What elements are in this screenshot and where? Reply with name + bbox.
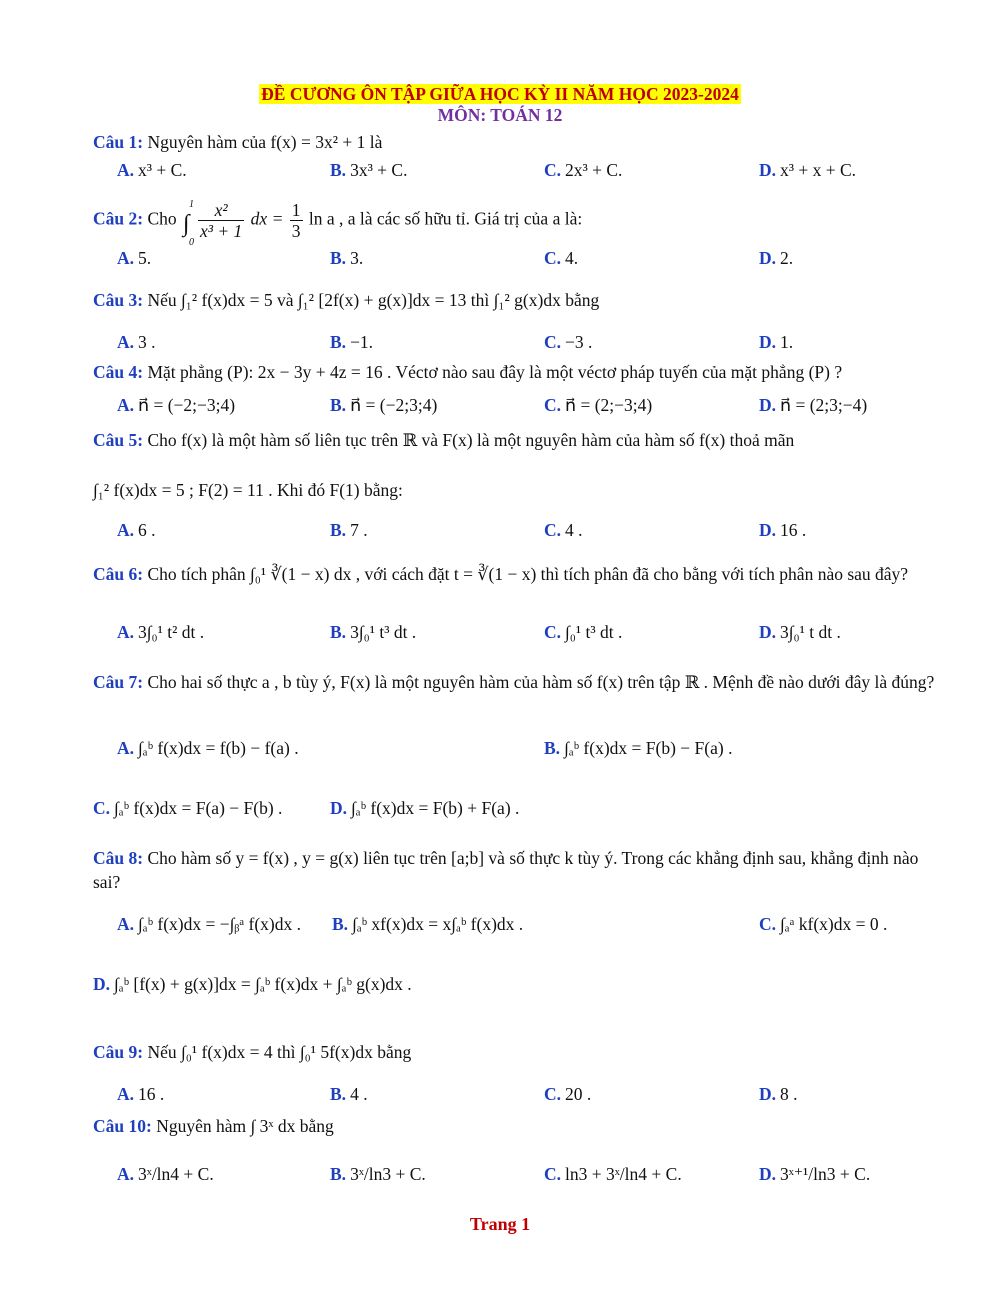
fraction: $\frac{1}{3}$ xyxy=(291,200,301,241)
option-a[interactable]: A. 3 . xyxy=(117,332,156,352)
option-a[interactable]: A. x³ + C. xyxy=(117,160,187,180)
option-a[interactable]: A. ∫ₐᵇ f(x)dx = −∫ᵦᵃ f(x)dx . xyxy=(117,914,301,934)
option-b[interactable]: B. 7 . xyxy=(330,520,368,540)
question-9: Câu 9: Nếu ∫₀¹ f(x)dx = 4 thì ∫₀¹ 5f(x)dx bằng xyxy=(93,1042,412,1062)
option-a[interactable]: A. 3∫₀¹ t² dt . xyxy=(117,622,205,642)
option-d[interactable]: D. n⃗ = (2;3;−4) xyxy=(759,395,868,415)
option-b[interactable]: B. ∫ₐᵇ f(x)dx = F(b) − F(a) . xyxy=(544,738,733,758)
options-q5 xyxy=(117,520,947,546)
options-q9 xyxy=(117,1084,947,1110)
options-q3 xyxy=(117,332,947,358)
option-d[interactable]: D. ∫ₐᵇ f(x)dx = F(b) + F(a) . xyxy=(330,798,520,818)
question-5-line-2: ∫₁² f(x)dx = 5 ; F(2) = 11 . Khi đó F(1) bằng: xyxy=(93,480,403,500)
option-c[interactable]: C. 20 . xyxy=(544,1084,592,1104)
options-q7-row2 xyxy=(93,798,923,824)
option-c[interactable]: C. 4 . xyxy=(544,520,583,540)
options-q1 xyxy=(117,160,947,186)
question-4: Câu 4: Mặt phẳng (P): 2x − 3y + 4z = 16 . Véctơ nào sau đây là một véctơ pháp tuyến của mặt phẳng (P) ? xyxy=(93,362,843,382)
option-a[interactable]: A. 16 . xyxy=(117,1084,165,1104)
option-a[interactable]: A. 5. xyxy=(117,248,152,268)
option-a[interactable]: A. 3ˣ/ln4 + C. xyxy=(117,1164,214,1184)
option-b[interactable]: B. ∫ₐᵇ xf(x)dx = x∫ₐᵇ f(x)dx . xyxy=(332,914,524,934)
question-2: Câu 2: Cho ∫ 1 0 $\frac{\text{x²}}{\text{x³ + 1}}$ dx = $\frac{1}{3}$ ln a , a là các số hữu tỉ. Giá trị của a là: xyxy=(93,198,583,248)
integral-sign: ∫ 1 0 xyxy=(183,198,195,248)
option-b[interactable]: B. −1. xyxy=(330,332,374,352)
options-q8-row2 xyxy=(93,974,923,1000)
option-a[interactable]: A. 6 . xyxy=(117,520,156,540)
page-number: Trang 1 xyxy=(469,1214,531,1234)
subject-title: MÔN: TOÁN 12 xyxy=(437,105,563,125)
option-d[interactable]: D. 3∫₀¹ t dt . xyxy=(759,622,841,642)
option-d[interactable]: D. ∫ₐᵇ [f(x) + g(x)]dx = ∫ₐᵇ f(x)dx + ∫ₐᵇ g(x)dx . xyxy=(93,974,412,994)
option-c[interactable]: C. 4. xyxy=(544,248,579,268)
option-b[interactable]: B. 3∫₀¹ t³ dt . xyxy=(330,622,417,642)
option-b[interactable]: B. n⃗ = (−2;3;4) xyxy=(330,395,438,415)
question-3: Câu 3: Nếu ∫₁² f(x)dx = 5 và ∫₁² [2f(x) + g(x)]dx = 13 thì ∫₁² g(x)dx bằng xyxy=(93,290,600,310)
option-c[interactable]: C. ∫ₐᵃ kf(x)dx = 0 . xyxy=(759,914,888,934)
options-q2 xyxy=(117,248,947,274)
option-c[interactable]: C. 2x³ + C. xyxy=(544,160,623,180)
options-q10 xyxy=(117,1164,947,1190)
document-title: ĐỀ CƯƠNG ÔN TẬP GIỮA HỌC KỲ II NĂM HỌC 2023-2024 xyxy=(261,84,739,104)
question-6: Câu 6: Cho tích phân ∫₀¹ ∛(1 − x) dx , với cách đặt t = ∛(1 − x) thì tích phân đã cho bằng với tích phân nào sau đây? xyxy=(93,564,909,584)
option-a[interactable]: A. ∫ₐᵇ f(x)dx = f(b) − f(a) . xyxy=(117,738,299,758)
option-d[interactable]: D. 3ˣ⁺¹/ln3 + C. xyxy=(759,1164,871,1184)
option-c[interactable]: C. ∫ₐᵇ f(x)dx = F(a) − F(b) . xyxy=(93,798,283,818)
options-q8-row1 xyxy=(117,914,947,940)
fraction: $\frac{\text{x²}}{\text{x³ + 1}}$ xyxy=(199,200,243,241)
option-b[interactable]: B. 4 . xyxy=(330,1084,368,1104)
option-b[interactable]: B. 3ˣ/ln3 + C. xyxy=(330,1164,426,1184)
option-d[interactable]: D. 8 . xyxy=(759,1084,798,1104)
option-a[interactable]: A. n⃗ = (−2;−3;4) xyxy=(117,395,236,415)
option-c[interactable]: C. −3 . xyxy=(544,332,593,352)
option-d[interactable]: D. 2. xyxy=(759,248,794,268)
question-8: Câu 8: Cho hàm số y = f(x) , y = g(x) liên tục trên [a;b] và số thực k tùy ý. Trong các khẳng định sau, khẳng định nào sai? xyxy=(93,848,919,892)
option-c[interactable]: C. ∫₀¹ t³ dt . xyxy=(544,622,623,642)
question-5: Câu 5: Cho f(x) là một hàm số liên tục trên ℝ và F(x) là một nguyên hàm của hàm số f(x) thoả mãn xyxy=(93,430,795,450)
option-b[interactable]: B. 3. xyxy=(330,248,364,268)
option-d[interactable]: D. x³ + x + C. xyxy=(759,160,857,180)
question-7: Câu 7: Cho hai số thực a , b tùy ý, F(x) là một nguyên hàm của hàm số f(x) trên tập ℝ . Mệnh đề nào dưới đây là đúng? xyxy=(93,672,935,692)
question-10: Câu 10: Nguyên hàm ∫ 3ˣ dx bằng xyxy=(93,1116,334,1136)
options-q6 xyxy=(117,622,947,648)
option-d[interactable]: D. 1. xyxy=(759,332,794,352)
option-b[interactable]: B. 3x³ + C. xyxy=(330,160,408,180)
options-q4 xyxy=(117,395,947,421)
question-1: Câu 1: Nguyên hàm của f(x) = 3x² + 1 là xyxy=(93,132,383,152)
option-c[interactable]: C. n⃗ = (2;−3;4) xyxy=(544,395,653,415)
option-d[interactable]: D. 16 . xyxy=(759,520,807,540)
option-c[interactable]: C. ln3 + 3ˣ/ln4 + C. xyxy=(544,1164,682,1184)
options-q7-row1 xyxy=(117,738,947,764)
